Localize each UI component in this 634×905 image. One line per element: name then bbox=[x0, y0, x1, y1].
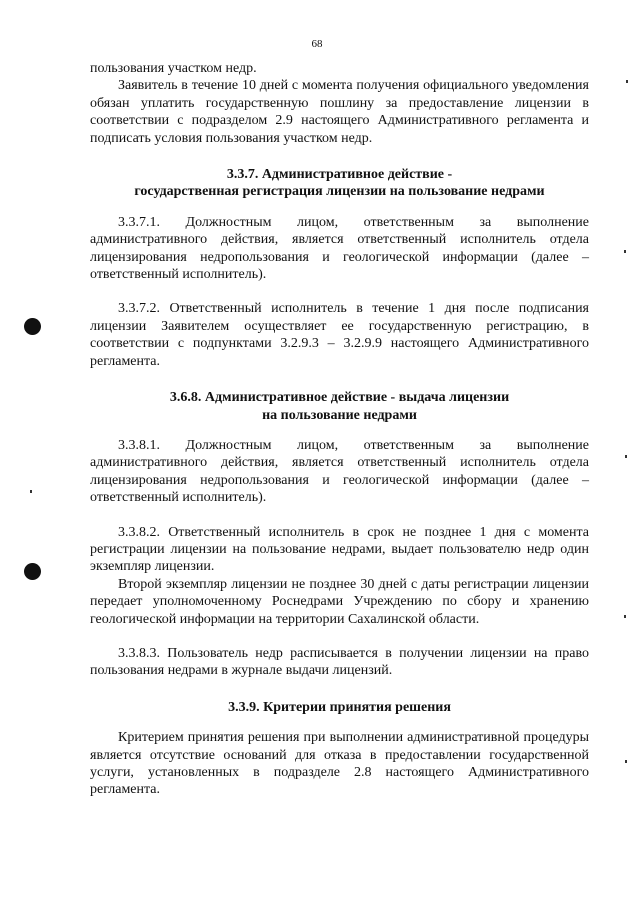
section-heading-3-3-7 bbox=[90, 166, 589, 201]
scan-speck bbox=[625, 760, 627, 763]
paragraph-continuation: пользования участком недр. bbox=[90, 61, 257, 76]
scan-speck bbox=[624, 250, 626, 253]
paragraph-decision-criteria: Критерием принятия решения при выполнении административной процедуры является отсутствие оснований для отказа в предоставлении государственной услуги, установленных в подразделе 2.8 настоящего Административного регламента. bbox=[90, 730, 589, 798]
punch-hole-lower bbox=[24, 563, 41, 580]
paragraph-3-3-7-1: 3.3.7.1. Должностным лицом, ответственным за выполнение административного действия, является ответственный исполнитель отдела лицензирования недропользования и геологической информации (далее – ответственный исполнитель). bbox=[90, 214, 589, 283]
page-number: 68 bbox=[311, 38, 323, 50]
paragraph-3-3-8-2: 3.3.8.2. Ответственный исполнитель в срок не позднее 1 дня с момента регистрации лицензии на пользование недрами, выдает пользователю недр один экземпляр лицензии. bbox=[90, 524, 589, 575]
paragraph-second-copy: Второй экземпляр лицензии не позднее 30 дней с даты регистрации лицензии передает уполномоченному Роснедрами Учреждению по сбору и хранению геологической информации на территории Сахалинской области. bbox=[90, 576, 589, 627]
scan-speck bbox=[624, 615, 626, 618]
punch-hole-upper bbox=[24, 318, 41, 335]
heading-line: 3.3.7. Административное действие - bbox=[226, 167, 453, 183]
paragraph-3-3-8-1: 3.3.8.1. Должностным лицом, ответственным за выполнение административного действия, является ответственный исполнитель отдела лицензирования недропользования и геологической информации (далее – ответственный исполнитель). bbox=[90, 437, 589, 506]
paragraph-fee-payment: Заявитель в течение 10 дней с момента получения официального уведомления обязан уплатить государственную пошлину за предоставление лицензии в соответствии с подразделом 2.9 настоящего Административного регламента и подписать условия пользования участком недр. bbox=[90, 78, 589, 146]
heading-line: 3.6.8. Административное действие - выдача лицензии bbox=[169, 390, 510, 406]
scan-speck bbox=[626, 80, 628, 83]
paragraph-3-3-7-2: 3.3.7.2. Ответственный исполнитель в течение 1 дня после подписания лицензии Заявителем осуществляет ее государственную регистрацию, в соответствии с подпунктами 3.2.9.3 – 3.2.9.9 настоящего Административного регламента. bbox=[90, 301, 589, 369]
heading-line: на пользование недрами bbox=[262, 407, 417, 423]
scan-speck bbox=[30, 490, 32, 493]
document-body bbox=[90, 60, 589, 799]
paragraph-3-3-8-3: 3.3.8.3. Пользователь недр расписывается в получении лицензии на право пользования недрами в журнале выдачи лицензий. bbox=[90, 645, 589, 679]
section-heading-3-6-8 bbox=[90, 389, 589, 424]
scan-speck bbox=[625, 455, 627, 458]
heading-line: государственная регистрация лицензии на пользование недрами bbox=[134, 184, 545, 200]
section-heading-3-3-9: 3.3.9. Критерии принятия решения bbox=[228, 699, 451, 715]
